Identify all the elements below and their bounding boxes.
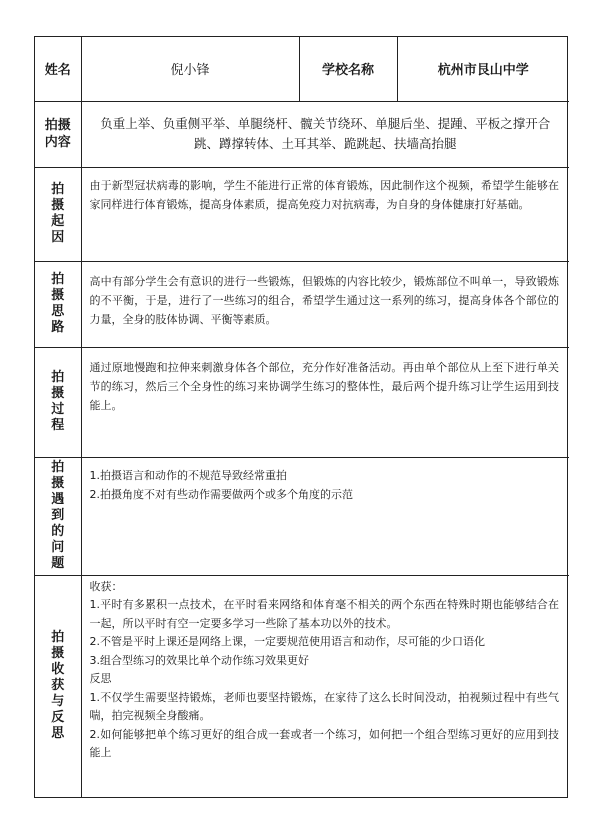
problems-label: 拍摄遇到的问题 — [51, 460, 65, 571]
cause-text-cell — [81, 167, 569, 261]
idea-label-cell — [35, 261, 81, 347]
process-row — [35, 347, 569, 457]
idea-label: 拍摄思路 — [51, 272, 65, 335]
gains-text-cell — [81, 575, 569, 797]
process-label-cell — [35, 347, 81, 457]
gains-label: 拍摄收获与反思 — [51, 630, 65, 742]
gains-line-2: 1.平时有多累积一点技术，在平时看来网络和体育毫不相关的两个东西在特殊时期也能够结合在一起，所以平时有空一定要多学习一些除了基本功以外的技术。 — [89, 598, 559, 630]
problems-label-cell — [35, 457, 81, 575]
gains-line-6: 1.不仅学生需要坚持锻炼，老师也要坚持锻炼，在家待了这么长时间没动，拍视频过程中有些气喘，拍完视频全身酸痛。 — [89, 690, 559, 722]
process-text-cell — [81, 347, 569, 457]
content-label: 拍摄内容 — [44, 118, 71, 150]
problems-line-1: 1.拍摄语言和动作的不规范导致经常重拍 — [89, 468, 287, 482]
idea-text: 高中有部分学生会有意识的进行一些锻炼，但锻炼的内容比较少，锻炼部位不叫单一，导致锻炼的不平衡，于是，进行了一些练习的组合，希望学生通过这一系列的练习，提高身体各个部位的力量，全身的肢体协调、平衡等素质。 — [89, 274, 559, 326]
header-row — [35, 37, 569, 101]
gains-line-7: 2.如何能够把单个练习更好的组合成一套或者一个练习，如何把一个组合型练习更好的应用到技能上 — [89, 727, 559, 759]
problems-line-2: 2.拍摄角度不对有些动作需要做两个或多个角度的示范 — [89, 487, 353, 501]
gains-row — [35, 575, 569, 797]
cause-text: 由于新型冠状病毒的影响，学生不能进行正常的体育锻炼，因此制作这个视频，希望学生能够在家同样进行体育锻炼，提高身体素质，提高免疫力对抗病毒，为自身的身体健康打好基础。 — [89, 178, 559, 211]
gains-line-5: 反思 — [89, 672, 112, 685]
gains-line-3: 2.不管是平时上课还是网络上课，一定要规范使用语言和动作，尽可能的少口语化 — [89, 635, 485, 648]
gains-line-1: 收获： — [89, 579, 123, 593]
name-value: 倪小锋 — [81, 37, 299, 101]
process-text: 通过原地慢跑和拉伸来刺激身体各个部位，充分作好准备活动。再由单个部位从上至下进行单关节的练习，然后三个全身性的练习来协调学生练习的整体性，最后两个提升练习让学生运用到技能上。 — [89, 360, 559, 412]
content-label-cell — [35, 101, 81, 167]
content-text: 负重上举、负重侧平举、单腿绕杆、髋关节绕环、单腿后坐、提踵、平板之撑开合跳、蹲撑转体、土耳其举、跪跳起、扶墙高抬腿 — [81, 101, 569, 167]
content-row — [35, 101, 569, 167]
name-label: 姓名 — [35, 37, 81, 101]
cause-label: 拍摄起因 — [51, 182, 65, 245]
report-table — [35, 37, 569, 797]
problems-row — [35, 457, 569, 575]
gains-label-cell — [35, 575, 81, 797]
school-value: 杭州市艮山中学 — [397, 37, 569, 101]
idea-row — [35, 261, 569, 347]
process-label: 拍摄过程 — [51, 370, 65, 433]
idea-text-cell — [81, 261, 569, 347]
cause-label-cell — [35, 167, 81, 261]
gains-line-4: 3.组合型练习的效果比单个动作练习效果更好 — [89, 653, 309, 667]
report-form — [34, 36, 568, 798]
cause-row — [35, 167, 569, 261]
school-label: 学校名称 — [299, 37, 397, 101]
problems-text-cell — [81, 457, 569, 575]
